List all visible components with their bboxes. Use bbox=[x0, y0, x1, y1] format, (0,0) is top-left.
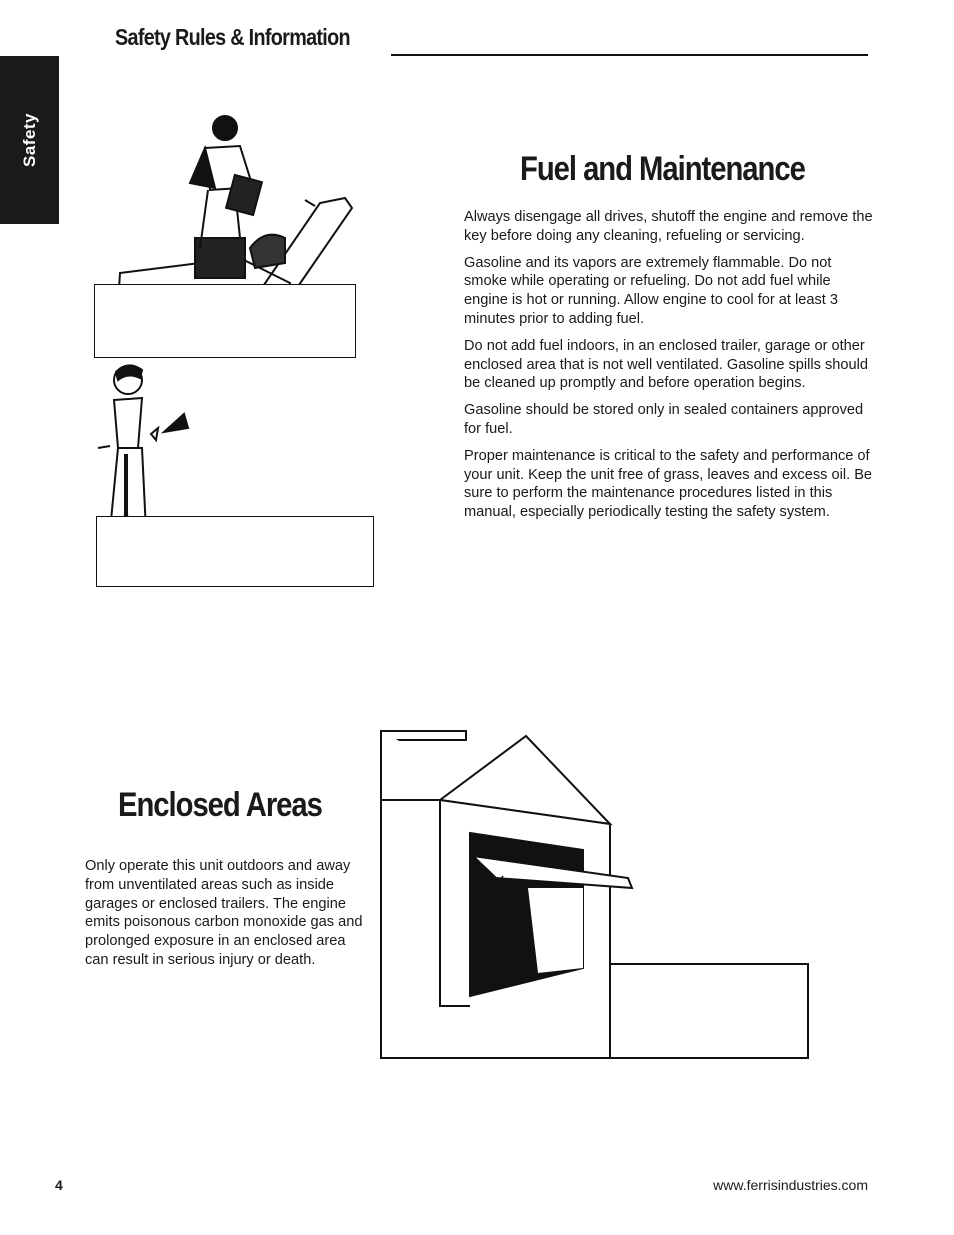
fuel-paragraph: Always disengage all drives, shutoff the engine and remove the key before doing any cleaning, refueling or servicing. bbox=[464, 209, 873, 244]
mower-label-box bbox=[94, 284, 356, 358]
enclosed-areas-title: Enclosed Areas bbox=[118, 786, 322, 824]
smoking-label-box bbox=[96, 516, 374, 587]
section-header-title: Safety Rules & Information bbox=[115, 24, 350, 50]
fuel-maintenance-title: Fuel and Maintenance bbox=[520, 150, 805, 188]
fuel-maintenance-body bbox=[464, 208, 874, 530]
side-tab-label: Safety bbox=[19, 112, 39, 168]
fuel-paragraph: Gasoline should be stored only in sealed containers approved for fuel. bbox=[464, 402, 864, 437]
garage-illustration bbox=[378, 728, 813, 1063]
footer-url: www.ferrisindustries.com bbox=[713, 1177, 868, 1193]
enclosed-areas-body: Only operate this unit outdoors and away from unventilated areas such as inside garages or enclosed trailers. The engine emits poisonous carbon monoxide gas and prolonged exposure in an enclosed area can result in serious injury or death. bbox=[85, 858, 363, 968]
fuel-paragraph: Proper maintenance is critical to the safety and performance of your unit. Keep the unit free of grass, leaves and excess oil. Be sure to perform the maintenance procedures listed in this manual, especially periodically testing the safety system. bbox=[464, 447, 873, 521]
side-tab bbox=[0, 56, 59, 224]
page-number: 4 bbox=[55, 1177, 63, 1193]
fuel-paragraph: Gasoline and its vapors are extremely flammable. Do not smoke while operating or refueling. Do not add fuel while engine is hot or running. Allow engine to cool for at least 3 minutes prior to adding fuel. bbox=[464, 254, 839, 327]
header-rule bbox=[391, 54, 868, 56]
fuel-paragraph: Do not add fuel indoors, in an enclosed trailer, garage or other enclosed area that is not well ventilated. Gasoline spills should be cleaned up promptly and before operation begins. bbox=[464, 337, 868, 392]
